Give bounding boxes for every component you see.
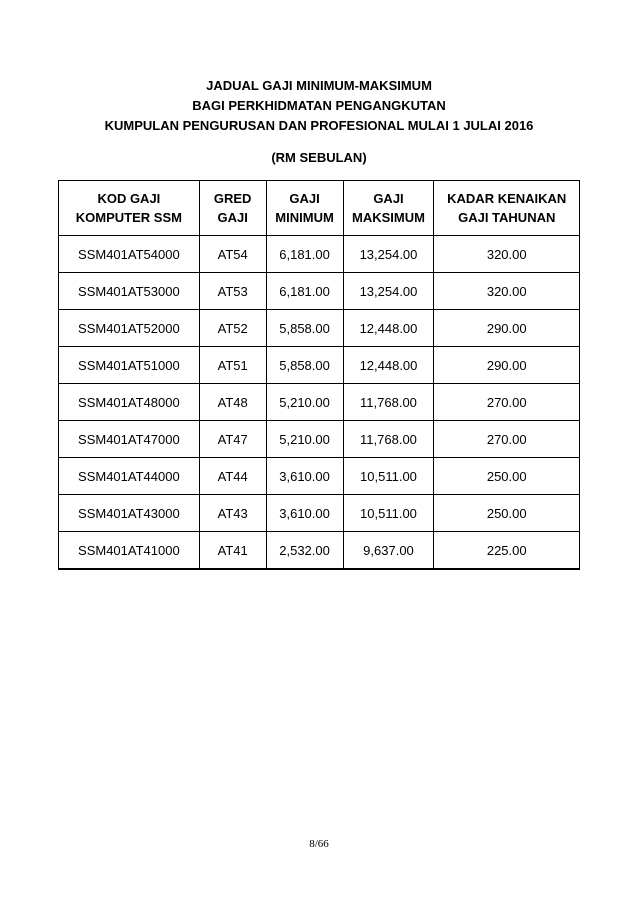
cell-kadar-kenaikan: 250.00 xyxy=(434,495,580,532)
cell-kadar-kenaikan: 250.00 xyxy=(434,458,580,495)
cell-gaji-minimum: 5,858.00 xyxy=(266,310,343,347)
cell-gaji-minimum: 3,610.00 xyxy=(266,495,343,532)
title-line-2: BAGI PERKHIDMATAN PENGANGKUTAN xyxy=(192,98,446,113)
cell-gaji-maksimum: 11,768.00 xyxy=(343,421,434,458)
cell-gaji-maksimum: 10,511.00 xyxy=(343,495,434,532)
cell-gaji-minimum: 6,181.00 xyxy=(266,236,343,273)
cell-kod-gaji: SSM401AT43000 xyxy=(59,495,200,532)
cell-kod-gaji: SSM401AT48000 xyxy=(59,384,200,421)
cell-gaji-maksimum: 12,448.00 xyxy=(343,347,434,384)
cell-gaji-maksimum: 12,448.00 xyxy=(343,310,434,347)
cell-gred: AT47 xyxy=(199,421,266,458)
table-row xyxy=(59,347,580,384)
cell-kadar-kenaikan: 270.00 xyxy=(434,421,580,458)
cell-kod-gaji: SSM401AT44000 xyxy=(59,458,200,495)
cell-kadar-kenaikan: 320.00 xyxy=(434,273,580,310)
page-number: 8/66 xyxy=(309,838,329,850)
header-gaji-maksimum: GAJI MAKSIMUM xyxy=(343,181,434,236)
table-row xyxy=(59,236,580,273)
table-row xyxy=(59,310,580,347)
cell-gaji-minimum: 6,181.00 xyxy=(266,273,343,310)
header-gaji-minimum: GAJI MINIMUM xyxy=(266,181,343,236)
salary-table xyxy=(58,180,580,570)
cell-gaji-maksimum: 10,511.00 xyxy=(343,458,434,495)
table-row xyxy=(59,532,580,570)
cell-kod-gaji: SSM401AT47000 xyxy=(59,421,200,458)
cell-gred: AT44 xyxy=(199,458,266,495)
cell-gred: AT52 xyxy=(199,310,266,347)
title-line-1: JADUAL GAJI MINIMUM-MAKSIMUM xyxy=(206,78,432,93)
table-row xyxy=(59,273,580,310)
cell-gred: AT54 xyxy=(199,236,266,273)
cell-gred: AT43 xyxy=(199,495,266,532)
cell-gaji-minimum: 5,858.00 xyxy=(266,347,343,384)
cell-gred: AT53 xyxy=(199,273,266,310)
unit-label: (RM SEBULAN) xyxy=(271,150,367,165)
header-kod-gaji: KOD GAJI KOMPUTER SSM xyxy=(59,181,200,236)
cell-kod-gaji: SSM401AT51000 xyxy=(59,347,200,384)
document-title xyxy=(0,76,638,136)
cell-kod-gaji: SSM401AT41000 xyxy=(59,532,200,570)
cell-kadar-kenaikan: 320.00 xyxy=(434,236,580,273)
table-row xyxy=(59,495,580,532)
cell-gaji-minimum: 3,610.00 xyxy=(266,458,343,495)
table-header-row xyxy=(59,181,580,236)
table-row xyxy=(59,421,580,458)
table-row xyxy=(59,458,580,495)
cell-gred: AT41 xyxy=(199,532,266,570)
cell-gaji-maksimum: 13,254.00 xyxy=(343,273,434,310)
cell-gaji-maksimum: 9,637.00 xyxy=(343,532,434,570)
cell-kadar-kenaikan: 225.00 xyxy=(434,532,580,570)
cell-kadar-kenaikan: 290.00 xyxy=(434,310,580,347)
cell-gred: AT51 xyxy=(199,347,266,384)
cell-kadar-kenaikan: 270.00 xyxy=(434,384,580,421)
header-kadar-kenaikan: KADAR KENAIKAN GAJI TAHUNAN xyxy=(434,181,580,236)
cell-kod-gaji: SSM401AT53000 xyxy=(59,273,200,310)
cell-gaji-maksimum: 11,768.00 xyxy=(343,384,434,421)
cell-gred: AT48 xyxy=(199,384,266,421)
cell-gaji-minimum: 2,532.00 xyxy=(266,532,343,570)
cell-kod-gaji: SSM401AT52000 xyxy=(59,310,200,347)
cell-gaji-minimum: 5,210.00 xyxy=(266,421,343,458)
cell-kod-gaji: SSM401AT54000 xyxy=(59,236,200,273)
title-line-3: KUMPULAN PENGURUSAN DAN PROFESIONAL MULAI 1 JULAI 2016 xyxy=(104,118,534,133)
cell-gaji-minimum: 5,210.00 xyxy=(266,384,343,421)
header-gred-gaji: GRED GAJI xyxy=(199,181,266,236)
cell-gaji-maksimum: 13,254.00 xyxy=(343,236,434,273)
cell-kadar-kenaikan: 290.00 xyxy=(434,347,580,384)
table-row xyxy=(59,384,580,421)
